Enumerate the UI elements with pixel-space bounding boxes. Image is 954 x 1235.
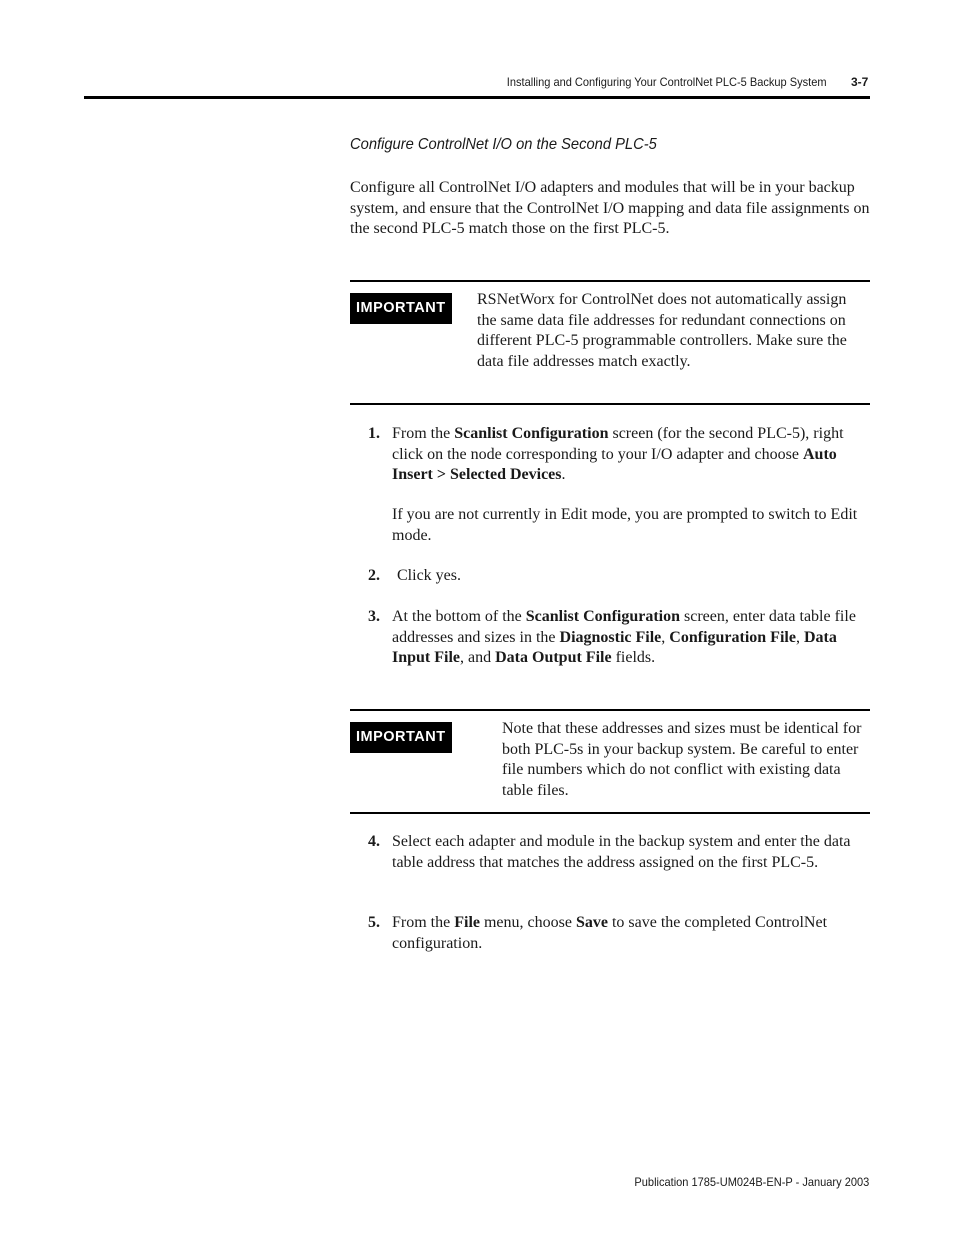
step-4-number: 4. xyxy=(368,833,380,850)
step-3-text: At the bottom of the Scanlist Configuration screen, enter data table file addresses and sizes in the Diagnostic File, Configuration File, Data Input File, and Data Output File fields. xyxy=(392,608,856,666)
section-title: Configure ControlNet I/O on the Second PLC-5 xyxy=(350,136,657,153)
scanlist-configuration-term: Scanlist Configuration xyxy=(454,425,609,442)
publication-footer: Publication 1785-UM024B-EN-P - January 2003 xyxy=(634,1175,869,1189)
step-4-text: Select each adapter and module in the backup system and enter the data table address that matches the address assigned on the first PLC-5. xyxy=(392,833,851,871)
auto-insert-menu-path: Auto Insert > Selected Devices xyxy=(392,445,837,483)
important-2-badge: IMPORTANT xyxy=(350,722,452,753)
important-1-top-rule xyxy=(350,280,870,282)
page-number: 3-7 xyxy=(851,75,869,89)
important-1-bottom-rule xyxy=(350,403,870,405)
step-3-number: 3. xyxy=(368,608,380,625)
header-rule xyxy=(84,96,870,99)
intro-paragraph xyxy=(350,178,870,240)
running-header: Installing and Configuring Your ControlNet PLC-5 Backup System xyxy=(507,75,827,89)
important-2-text: Note that these addresses and sizes must be identical for both PLC-5s in your backup system. Be careful to enter file numbers which do not conflict with existing data table files. xyxy=(502,720,862,799)
intro-text: Configure all ControlNet I/O adapters and modules that will be in your backup system, and ensure that the ControlNet I/O mapping and data file assignments on the second PLC-5 match those on the first PLC-5. xyxy=(350,179,870,237)
important-2-top-rule xyxy=(350,709,870,711)
step-5-text: From the File menu, choose Save to save the completed ControlNet configuration. xyxy=(392,914,828,952)
step-2-number: 2. xyxy=(368,567,380,584)
step-1-note: If you are not currently in Edit mode, you are prompted to switch to Edit mode. xyxy=(392,506,858,544)
step-1-text: From the Scanlist Configuration screen (for the second PLC-5), right click on the node corresponding to your I/O adapter and choose Auto Insert > Selected Devices. xyxy=(392,425,844,483)
step-1-number: 1. xyxy=(368,425,380,442)
important-2-bottom-rule xyxy=(350,812,870,814)
important-1-badge: IMPORTANT xyxy=(350,293,452,324)
step-5-number: 5. xyxy=(368,914,380,931)
important-1-text: RSNetWorx for ControlNet does not automatically assign the same data file addresses for redundant connections on different PLC-5 programmable controllers. Make sure the data file addresses match exactly. xyxy=(477,291,847,370)
step-2-text: Click yes. xyxy=(397,567,461,584)
